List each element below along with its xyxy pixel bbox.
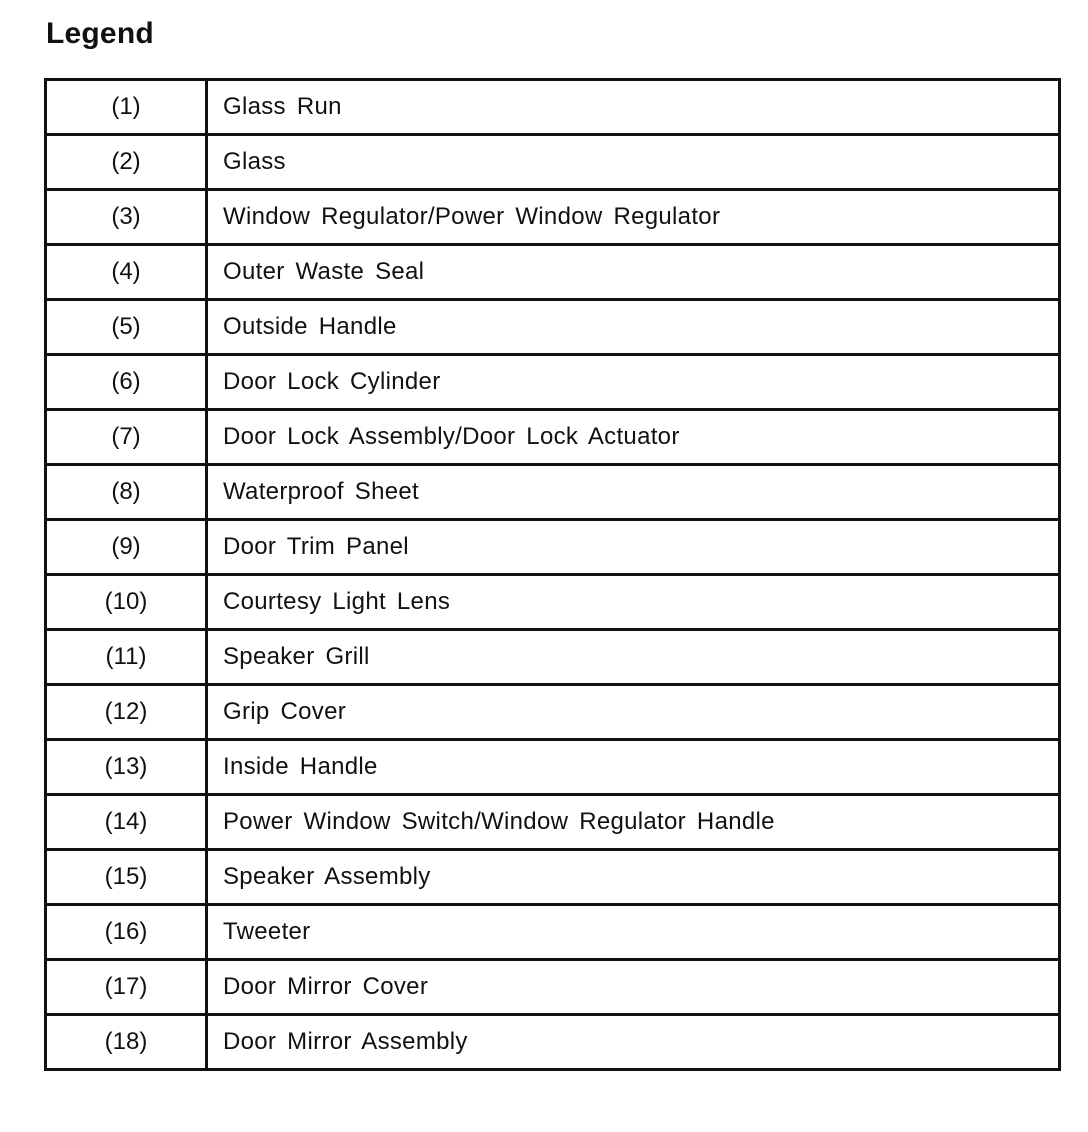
legend-item-label: Window Regulator/Power Window Regulator (207, 190, 1060, 245)
legend-item-number: (5) (46, 300, 207, 355)
legend-item-label: Door Mirror Assembly (207, 1015, 1060, 1070)
legend-item-label: Speaker Assembly (207, 850, 1060, 905)
legend-row (46, 190, 1060, 245)
legend-item-number: (6) (46, 355, 207, 410)
legend-item-label: Courtesy Light Lens (207, 575, 1060, 630)
legend-item-label: Door Mirror Cover (207, 960, 1060, 1015)
legend-row (46, 520, 1060, 575)
legend-item-label: Speaker Grill (207, 630, 1060, 685)
legend-table-body (46, 80, 1060, 1070)
legend-row (46, 630, 1060, 685)
legend-row (46, 245, 1060, 300)
legend-item-label: Power Window Switch/Window Regulator Handle (207, 795, 1060, 850)
legend-row (46, 740, 1060, 795)
legend-item-number: (13) (46, 740, 207, 795)
legend-item-label: Tweeter (207, 905, 1060, 960)
legend-row (46, 465, 1060, 520)
legend-row (46, 575, 1060, 630)
legend-item-number: (3) (46, 190, 207, 245)
legend-row (46, 135, 1060, 190)
legend-item-label: Waterproof Sheet (207, 465, 1060, 520)
legend-title: Legend (46, 17, 154, 50)
legend-item-number: (7) (46, 410, 207, 465)
legend-row (46, 850, 1060, 905)
legend-item-label: Door Trim Panel (207, 520, 1060, 575)
legend-row (46, 410, 1060, 465)
legend-row (46, 80, 1060, 135)
legend-item-number: (14) (46, 795, 207, 850)
legend-row (46, 795, 1060, 850)
legend-item-number: (18) (46, 1015, 207, 1070)
legend-item-number: (11) (46, 630, 207, 685)
legend-item-number: (8) (46, 465, 207, 520)
legend-item-number: (10) (46, 575, 207, 630)
legend-row (46, 960, 1060, 1015)
legend-item-label: Door Lock Cylinder (207, 355, 1060, 410)
legend-item-label: Outside Handle (207, 300, 1060, 355)
legend-row (46, 685, 1060, 740)
legend-item-label: Grip Cover (207, 685, 1060, 740)
legend-item-label: Glass Run (207, 80, 1060, 135)
legend-item-number: (12) (46, 685, 207, 740)
legend-item-label: Outer Waste Seal (207, 245, 1060, 300)
legend-item-number: (16) (46, 905, 207, 960)
legend-item-label: Glass (207, 135, 1060, 190)
legend-row (46, 355, 1060, 410)
legend-item-number: (1) (46, 80, 207, 135)
legend-item-number: (4) (46, 245, 207, 300)
legend-item-label: Door Lock Assembly/Door Lock Actuator (207, 410, 1060, 465)
legend-item-number: (15) (46, 850, 207, 905)
legend-table (44, 78, 1061, 1071)
legend-row (46, 905, 1060, 960)
legend-item-number: (17) (46, 960, 207, 1015)
legend-row (46, 1015, 1060, 1070)
legend-row (46, 300, 1060, 355)
legend-item-label: Inside Handle (207, 740, 1060, 795)
legend-item-number: (2) (46, 135, 207, 190)
legend-item-number: (9) (46, 520, 207, 575)
